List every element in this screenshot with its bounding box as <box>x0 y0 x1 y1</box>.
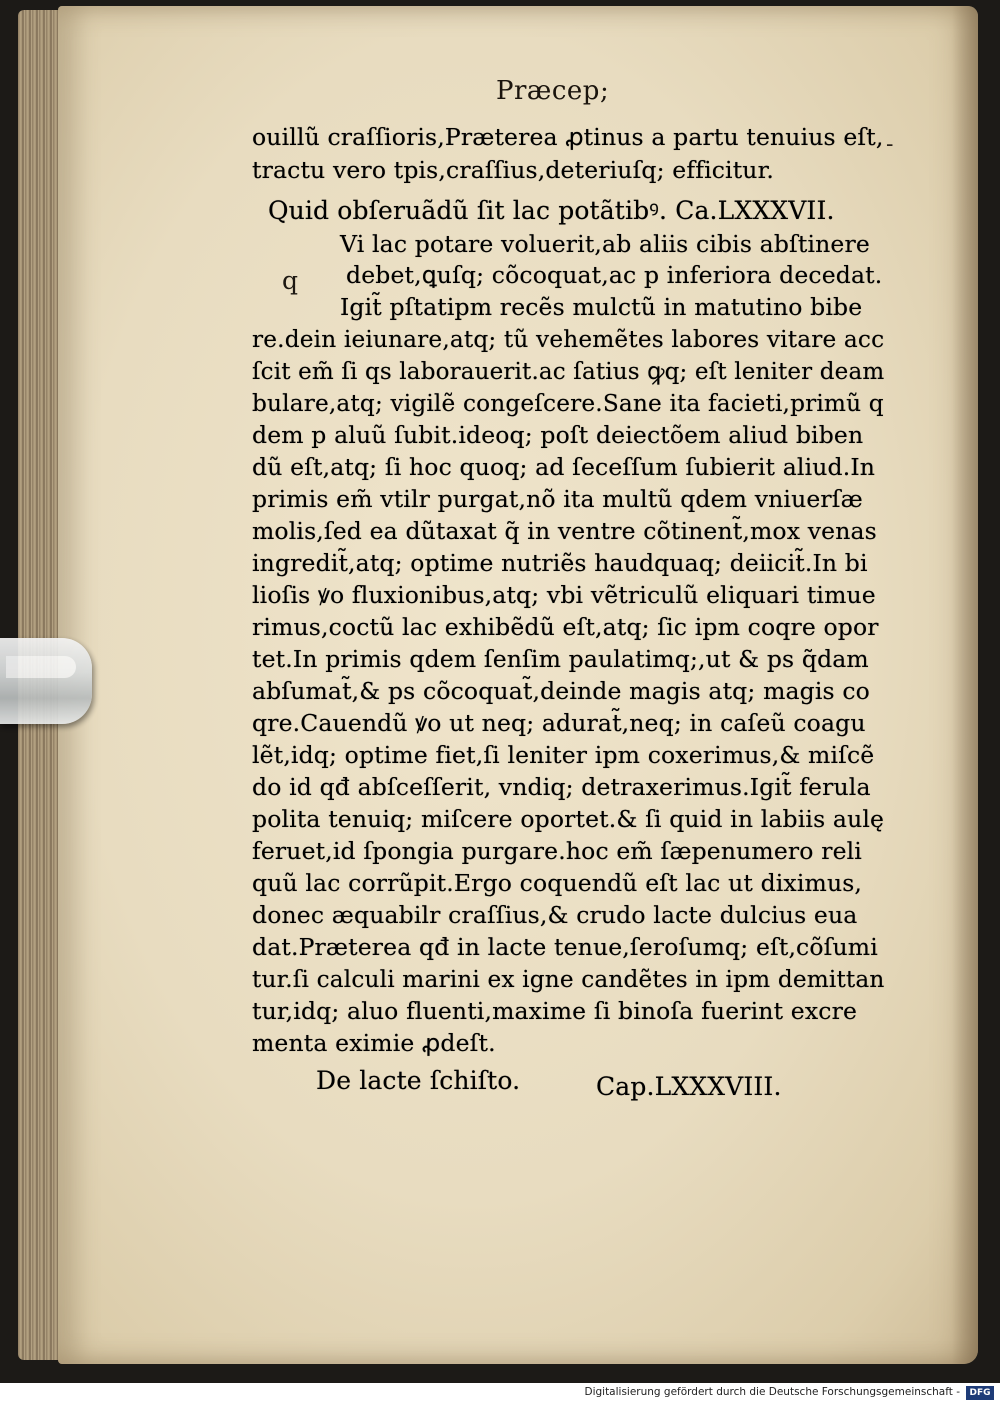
margin-mark: - <box>886 132 894 157</box>
footer-bar <box>0 1383 1000 1403</box>
text-line: primis em̃ vtilr purgat,nõ ita multũ qdem vniuerſæ <box>252 485 863 513</box>
text-line: bulare,atq; vigilẽ congeſcere.Sane ita facieti,primũ q <box>252 389 884 417</box>
text-line: abſumat̃,& ps cõcoquat̃,deinde magis atq; magis co <box>252 677 870 705</box>
dfg-logo: DFG <box>966 1386 994 1400</box>
text-line: qre.Cauendũ ꝟo ut neq; adurat̃,neq; in caſeũ coagu <box>252 709 866 737</box>
text-line: Igit̃ pſtatipm recẽs mulctũ in matutino bibe <box>340 293 863 321</box>
text-line: rimus,coctũ lac exhibẽdũ eſt,atq; ſic ipm coqre opor <box>252 613 879 641</box>
text-line: ingredit̃,atq; optime nutriẽs haudquaq; deiicit̃.In bi <box>252 549 868 577</box>
chapter-heading: Quid obſeruãdũ ſit lac potãtibꝰ. Ca.LXXXVII. <box>268 196 835 225</box>
margin-letter: q <box>282 266 299 295</box>
text-line: re.dein ieiunare,atq; tũ vehemẽtes labores vitare acc <box>252 325 885 353</box>
text-line: feruet,id ſpongia purgare.hoc em̃ ſæpenumero reli <box>252 837 862 865</box>
text-line: menta eximie ꝓdeſt. <box>252 1029 496 1057</box>
text-line: do id qđ abſceſſerit, vndiq; detraxerimus.Igit̃ ferula <box>252 773 871 801</box>
text-line: dat.Præterea qđ in lacte tenue,ſeroſumq; eſt,cõſumi <box>252 933 878 961</box>
text-line: polita tenuiq; miſcere oportet.& ſi quid in labiis aulę <box>252 805 885 833</box>
text-line: tur.ſi calculi marini ex igne candẽtes in ipm demittan <box>252 965 885 993</box>
text-line: debet,ꝗuſq; cõcoquat,ac p inferiora decedat. <box>346 261 883 289</box>
text-line: molis,ſed ea dũtaxat q̃ in ventre cõtinent̃,mox venas <box>252 517 877 545</box>
text-line: tractu vero tpis,craſſius,deteriuſq; efficitur. <box>252 156 775 184</box>
text-line: ſcit em̃ ſi qs laborauerit.ac ſatius ꝙq; eſt leniter deam <box>252 357 885 385</box>
text-line: tur,idq; aluo fluenti,maxime ſi binoſa fuerint excre <box>252 997 858 1025</box>
running-head: Præcep; <box>496 76 610 106</box>
text-line: Vi lac potare voluerit,ab aliis cibis abſtinere <box>340 230 870 258</box>
text-line: dũ eſt,atq; ſi hoc quoq; ad ſeceſſum ſubierit aliud.In <box>252 453 876 481</box>
text-line: lẽt,idq; optime fiet,ſi leniter ipm coxerimus,& miſcẽ <box>252 741 875 769</box>
text-line: dem p aluũ ſubit.ideoq; poſt deiectõem aliud biben <box>252 421 864 449</box>
text-line: ouillũ craſſioris,Præterea ꝓtinus a partu tenuius eſt, <box>252 123 884 151</box>
text-line: tet.In primis qdem ſenſim paulatimq;,ut & ps q̃dam <box>252 645 869 673</box>
page-shadow <box>952 6 978 1364</box>
page-clip <box>0 638 92 724</box>
text-line: lioſis ꝟo fluxionibus,atq; vbi vẽtriculũ eliquari timue <box>252 581 876 609</box>
text-line: quũ lac corrũpit.Ergo coquendũ eſt lac ut diximus, <box>252 869 863 897</box>
chapter-number: Cap.LXXXVIII. <box>596 1072 782 1101</box>
text-line: donec æquabilr craſſius,& crudo lacte dulcius eua <box>252 901 858 929</box>
section-heading: De lacte ſchiſto. <box>316 1066 521 1095</box>
footer-credit: Digitalisierung gefördert durch die Deutsche Forschungsgemeinschaft - <box>584 1386 960 1398</box>
